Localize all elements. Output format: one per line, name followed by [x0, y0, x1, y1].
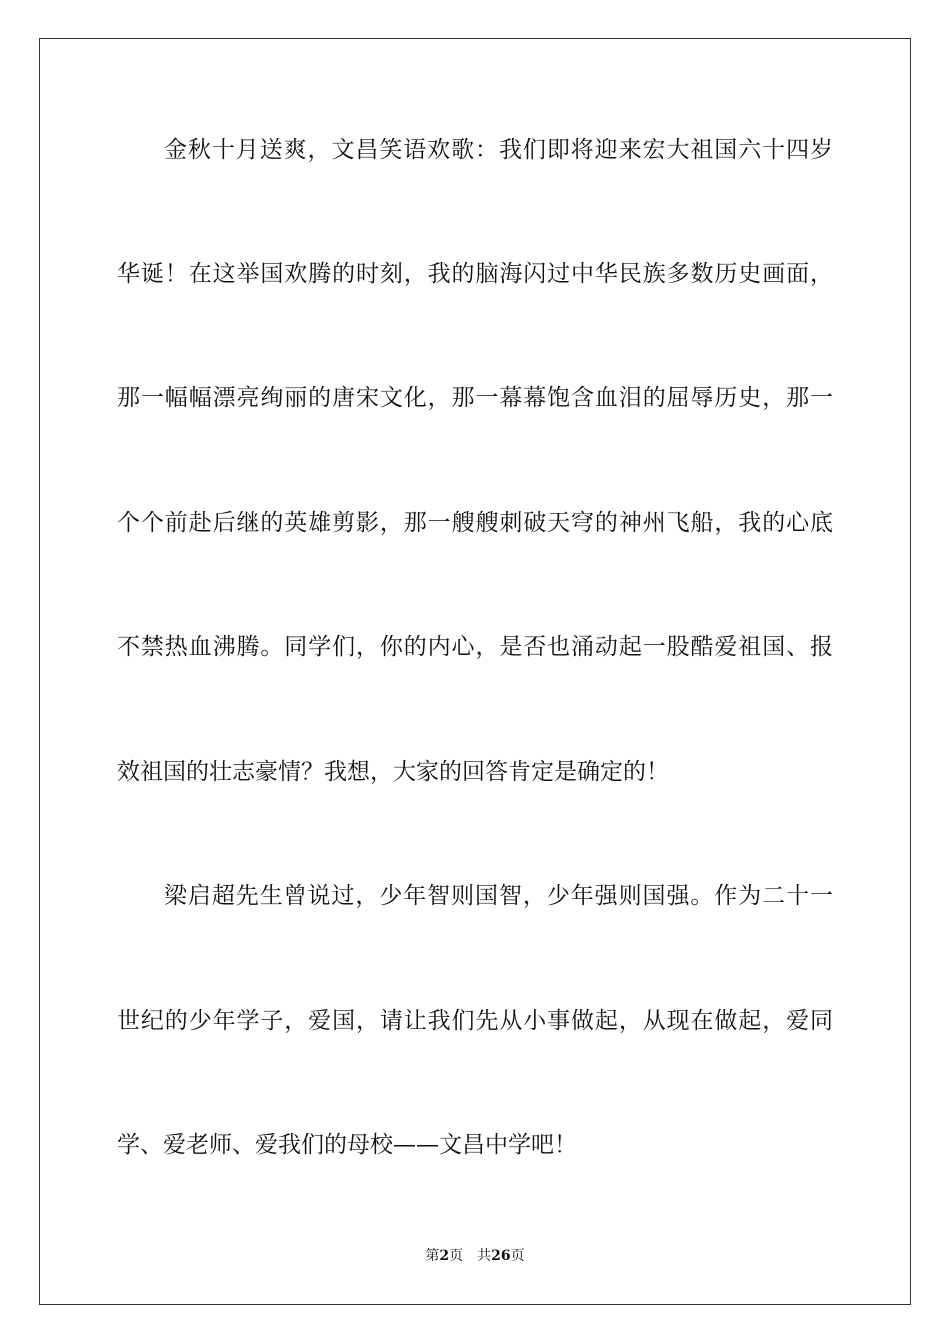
paragraph-1-line-6: 效祖国的壮志豪情？我想，大家的回答肯定是确定的！	[117, 759, 669, 785]
page-prefix: 第	[425, 1248, 440, 1264]
total-prefix: 共	[477, 1248, 492, 1264]
paragraph-1-line-5: 不禁热血沸腾。同学们，你的内心，是否也涌动起一股酷爱祖国、报	[117, 634, 833, 660]
page-number: 2	[439, 1248, 450, 1264]
paragraph-2-line-2: 世纪的少年学子，爱国，请让我们先从小事做起，从现在做起，爱同	[117, 1008, 833, 1034]
page-footer	[0, 1246, 950, 1266]
total-suffix: 页	[510, 1248, 525, 1264]
paragraph-1-line-4: 个个前赴后继的英雄剪影，那一艘艘刺破天穹的神州飞船，我的心底	[117, 510, 833, 536]
paragraph-2-line-3: 学、爱老师、爱我们的母校——文昌中学吧！	[117, 1132, 577, 1158]
paragraph-1-line-2: 华诞！在这举国欢腾的时刻，我的脑海闪过中华民族多数历史画面，	[117, 261, 833, 287]
page-border	[39, 38, 911, 1305]
paragraph-1-line-3: 那一幅幅漂亮绚丽的唐宋文化，那一幕幕饱含血泪的屈辱历史，那一	[117, 385, 833, 411]
paragraph-1-line-1: 金秋十月送爽，文昌笑语欢歌：我们即将迎来宏大祖国六十四岁	[164, 137, 833, 163]
page-suffix: 页	[449, 1248, 464, 1264]
total-pages: 26	[491, 1248, 511, 1264]
paragraph-2-line-1: 梁启超先生曾说过，少年智则国智，少年强则国强。作为二十一	[164, 883, 833, 909]
